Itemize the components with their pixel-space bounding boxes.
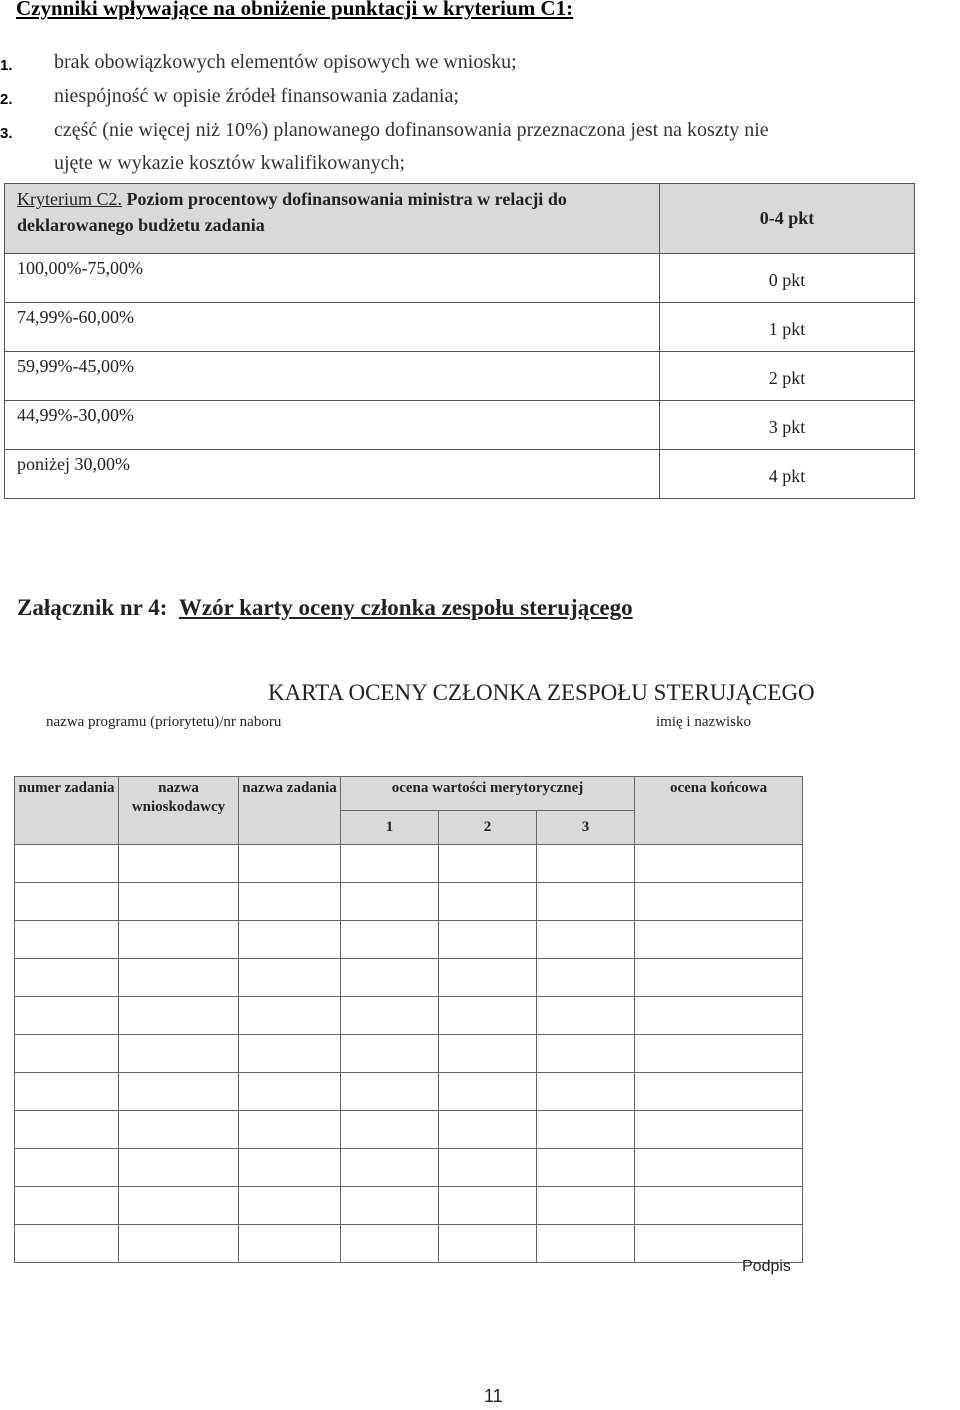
list-item-continuation: ujęte w wykazie kosztów kwalifikowanych; [54,152,406,174]
card-empty-cell[interactable] [15,1111,119,1149]
card-empty-cell[interactable] [341,1073,439,1111]
card-empty-row [15,959,803,997]
card-empty-cell[interactable] [15,1187,119,1225]
card-empty-cell[interactable] [341,997,439,1035]
range-value: 74,99%-60,00% [17,307,134,327]
criterion-table [4,183,915,499]
card-empty-cell[interactable] [635,997,803,1035]
card-empty-cell[interactable] [239,1035,341,1073]
criterion-row [5,352,915,401]
card-empty-row [15,1073,803,1111]
card-body [15,845,803,1263]
criterion-row [5,401,915,450]
attachment-title: Wzór karty oceny członka zespołu sterującego [178,595,633,620]
card-empty-cell[interactable] [119,845,239,883]
card-empty-row [15,1225,803,1263]
card-empty-cell[interactable] [119,1035,239,1073]
attachment-heading [17,595,633,621]
card-empty-cell[interactable] [341,1225,439,1263]
criterion-header-row [5,184,915,254]
card-empty-cell[interactable] [537,997,635,1035]
card-empty-cell[interactable] [239,1225,341,1263]
col-merit-rating: ocena wartości merytorycznej [341,777,635,811]
card-empty-cell[interactable] [439,1187,537,1225]
card-title: KARTA OCENY CZŁONKA ZESPOŁU STERUJĄCEGO [268,680,815,705]
card-empty-cell[interactable] [537,1073,635,1111]
card-empty-cell[interactable] [119,1111,239,1149]
card-empty-cell[interactable] [119,1225,239,1263]
name-label: imię i nazwisko [656,714,751,730]
card-empty-cell[interactable] [439,883,537,921]
card-empty-cell[interactable] [341,959,439,997]
card-empty-cell[interactable] [15,997,119,1035]
card-empty-cell[interactable] [119,1187,239,1225]
card-empty-cell[interactable] [239,1187,341,1225]
list-item: część (nie więcej niż 10%) planowanego dofinansowania przeznaczona jest na koszty nie [54,119,769,141]
card-empty-cell[interactable] [15,921,119,959]
col-applicant-name: nazwa wnioskodawcy [119,777,239,845]
card-empty-cell[interactable] [635,921,803,959]
criterion-row [5,450,915,499]
card-empty-row [15,1187,803,1225]
card-empty-cell[interactable] [239,921,341,959]
criterion-title-cell [5,184,660,254]
card-empty-row [15,1111,803,1149]
range-value: 59,99%-45,00% [17,356,134,376]
page-number: 11 [484,1386,503,1406]
card-empty-cell[interactable] [239,883,341,921]
card-empty-cell[interactable] [537,1149,635,1187]
card-empty-cell[interactable] [635,845,803,883]
evaluation-card-table [14,776,803,1263]
card-empty-cell[interactable] [537,845,635,883]
range-value: 100,00%-75,00% [17,258,143,278]
points-value: 3 pkt [768,417,806,437]
card-empty-cell[interactable] [635,1187,803,1225]
list-number: 3. [0,125,13,142]
card-empty-cell[interactable] [439,1149,537,1187]
program-label: nazwa programu (priorytetu)/nr naboru [46,714,282,730]
card-empty-cell[interactable] [537,959,635,997]
card-empty-cell[interactable] [635,1225,803,1263]
card-empty-cell[interactable] [341,1149,439,1187]
card-empty-cell[interactable] [239,1111,341,1149]
card-empty-cell[interactable] [439,1225,537,1263]
list-number: 2. [0,91,13,108]
card-empty-cell[interactable] [439,959,537,997]
card-empty-cell[interactable] [15,1225,119,1263]
criterion-points-header-cell [660,184,915,254]
card-empty-cell[interactable] [239,845,341,883]
card-empty-row [15,921,803,959]
card-empty-cell[interactable] [119,997,239,1035]
card-empty-cell[interactable] [439,845,537,883]
criterion-title: Poziom procentowy dofinansowania ministra w relacji do deklarowanego budżetu zadania [17,189,567,235]
card-empty-cell[interactable] [119,959,239,997]
criterion-row [5,254,915,303]
attachment-prefix: Załącznik nr 4: [17,595,168,620]
criterion-row [5,303,915,352]
list-item: niespójność w opisie źródeł finansowania zadania; [54,85,459,107]
card-empty-cell[interactable] [635,883,803,921]
card-empty-cell[interactable] [341,845,439,883]
card-empty-cell[interactable] [537,921,635,959]
list-number: 1. [0,57,13,74]
col-final-rating: ocena końcowa [635,777,803,845]
points-value: 1 pkt [768,319,806,339]
range-value: poniżej 30,00% [17,454,130,474]
card-empty-cell[interactable] [341,883,439,921]
card-empty-cell[interactable] [239,1073,341,1111]
col-task-number: numer zadania [15,777,119,845]
card-empty-cell[interactable] [239,997,341,1035]
card-empty-cell[interactable] [119,883,239,921]
points-value: 4 pkt [768,466,806,486]
card-empty-cell[interactable] [341,921,439,959]
criterion-points-header: 0-4 pkt [759,208,815,228]
card-empty-cell[interactable] [439,997,537,1035]
card-empty-cell[interactable] [537,1111,635,1149]
card-empty-cell[interactable] [15,1035,119,1073]
card-empty-row [15,997,803,1035]
card-empty-row [15,1149,803,1187]
points-value: 2 pkt [768,368,806,388]
card-empty-cell[interactable] [439,1111,537,1149]
card-header-row [15,777,803,811]
card-empty-cell[interactable] [635,959,803,997]
card-empty-cell[interactable] [341,1187,439,1225]
card-empty-cell[interactable] [635,1149,803,1187]
card-empty-cell[interactable] [635,1035,803,1073]
card-empty-cell[interactable] [239,1149,341,1187]
range-value: 44,99%-30,00% [17,405,134,425]
card-empty-cell[interactable] [239,959,341,997]
section-heading: Czynniki wpływające na obniżenie punktacji w kryterium C1: [16,0,574,20]
card-empty-row [15,845,803,883]
signature-label: Podpis [742,1258,791,1275]
merit-subcol: 1 [341,811,439,845]
criterion-label: Kryterium C2. [17,189,122,209]
card-empty-cell[interactable] [15,1149,119,1187]
card-empty-cell[interactable] [15,883,119,921]
card-empty-cell[interactable] [537,1225,635,1263]
card-empty-cell[interactable] [119,1073,239,1111]
card-empty-cell[interactable] [15,1073,119,1111]
card-empty-cell[interactable] [15,959,119,997]
points-value: 0 pkt [768,270,806,290]
card-empty-cell[interactable] [439,1035,537,1073]
card-empty-cell[interactable] [635,1111,803,1149]
card-empty-row [15,1035,803,1073]
card-empty-cell[interactable] [119,921,239,959]
card-empty-cell[interactable] [15,845,119,883]
col-task-name: nazwa zadania [239,777,341,845]
card-empty-cell[interactable] [119,1149,239,1187]
card-empty-cell[interactable] [635,1073,803,1111]
merit-subcol: 2 [439,811,537,845]
card-empty-cell[interactable] [537,1187,635,1225]
merit-subcol: 3 [537,811,635,845]
card-empty-cell[interactable] [341,1035,439,1073]
card-empty-cell[interactable] [537,1035,635,1073]
card-empty-cell[interactable] [341,1111,439,1149]
card-empty-cell[interactable] [439,921,537,959]
card-empty-cell[interactable] [537,883,635,921]
list-item: brak obowiązkowych elementów opisowych we wniosku; [54,51,517,73]
card-empty-cell[interactable] [439,1073,537,1111]
card-empty-row [15,883,803,921]
